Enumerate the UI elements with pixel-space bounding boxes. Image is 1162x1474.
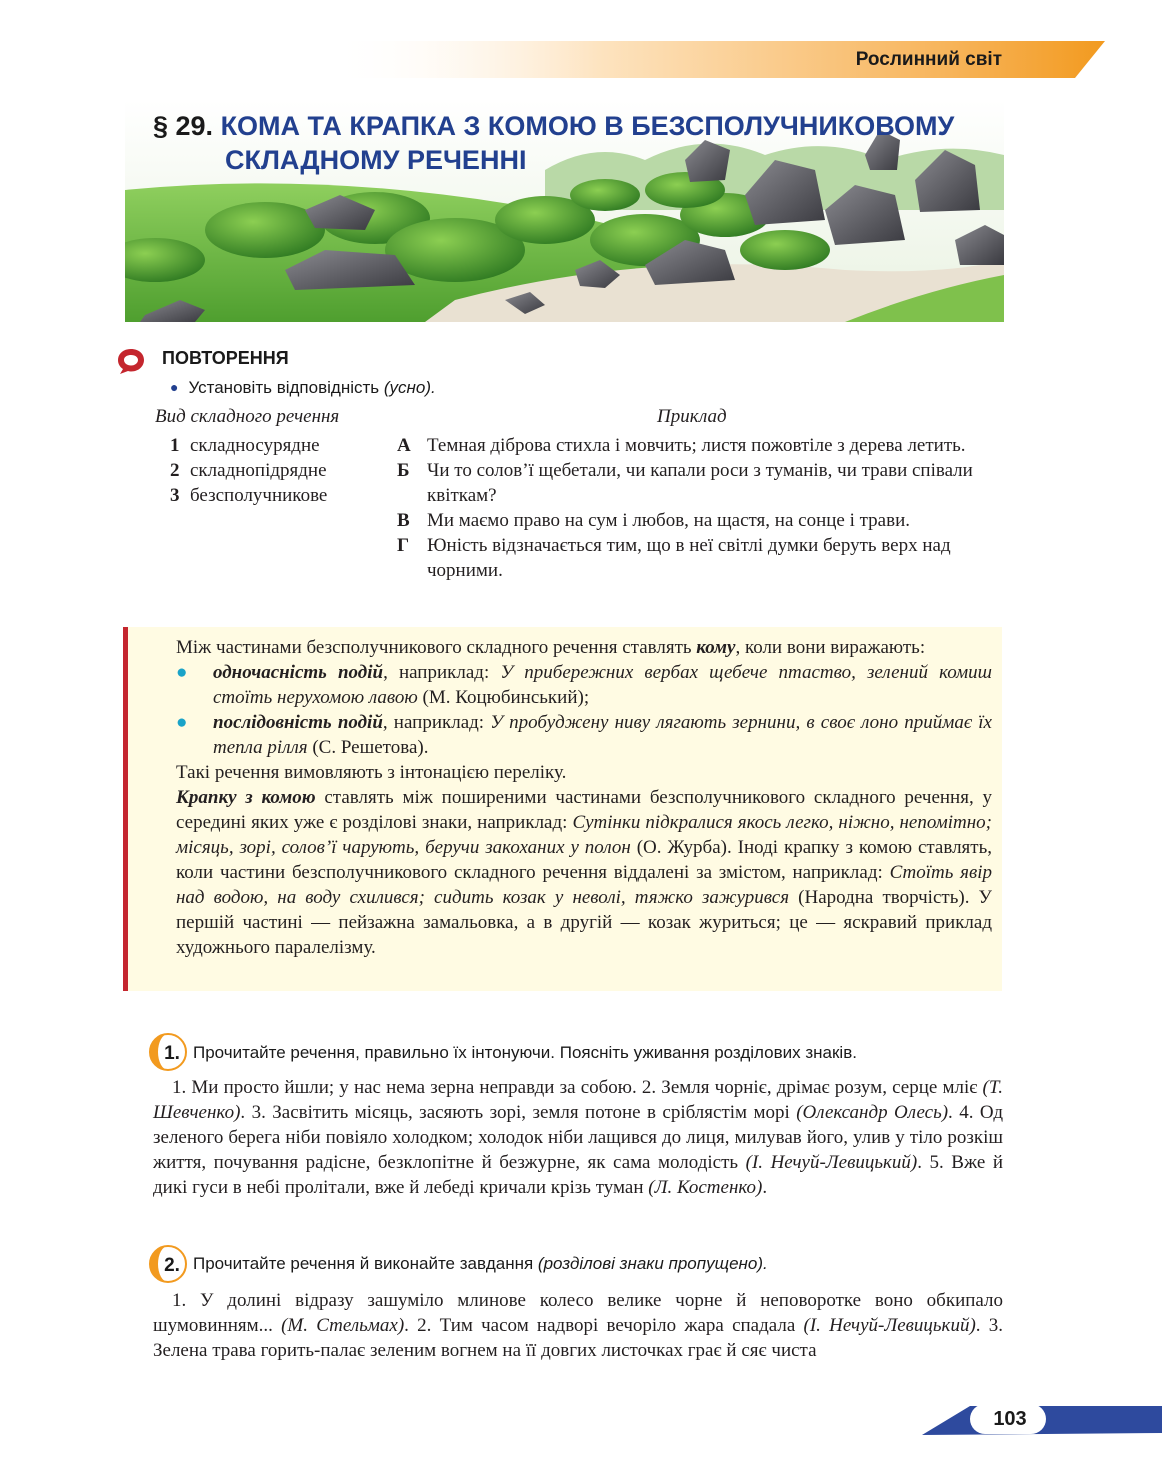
section-title	[153, 109, 1003, 177]
rule-paragraph: Крапку з комою ставлять між поширеними частинами безсполучникового складного речення, у середині яких уже є розділові знаки, наприклад: Сутінки підкралися якось легко, ніжно, непомітно; місяць, зорі, солов’ї чарують, беручи закоханих у полон (О. Журба). Іноді крапку з комою ставлять, коли частини безсполучникового складного речення віддалені за змістом, наприклад: Стоїть явір над водою, на воду схилився; сидить козак у неволі, тяжко зажурився (Народна творчість). У першій частині — пейзажна замальовка, а в другій — козак журиться; це — яскравий приклад художнього паралелізму.	[176, 787, 993, 958]
exercise-number: 2.	[164, 1255, 180, 1276]
review-cycle-icon	[114, 346, 148, 376]
sentence-types-list	[170, 433, 327, 508]
list-item: 3 безсполучникове	[170, 485, 328, 506]
rule-bullet: ● послідовність подій, наприклад: У пробуджену ниву лягають зернини, в своє лоно приймає їх тепла рілля (С. Решетова).	[176, 712, 992, 758]
chapter-banner	[330, 41, 1105, 78]
review-task: ● Установіть відповідність (усно).	[170, 378, 436, 397]
exercise-number: 1.	[164, 1043, 180, 1064]
exercise-task: Прочитайте речення й виконайте завдання (розділові знаки пропущено).	[193, 1254, 768, 1273]
rule-box	[123, 627, 1002, 991]
page-number-tab	[922, 1403, 1162, 1435]
review-heading: ПОВТОРЕННЯ	[162, 348, 289, 368]
column-header-example: Приклад	[657, 406, 727, 427]
exercise-text: 1. Ми просто йшли; у нас нема зерна неправди за собою. 2. Земля чорніє, дрімає розум, серце мліє (Т. Шевченко). 3. Засвітить місяць, засяють зорі, земля потоне в сріблястім морі (Олександр Олесь). 4. Од зеленого берега ніби повіяло холодком; холодок ніби лащився до лиця, милував його, улив у тіло розкіш життя, почування радісне, безклопітне й безжурне, як сама молодість (І. Нечуй-Левицький). 5. Вже й дикі гуси в небі пролітали, вже й лебеді кричали крізь туман (Л. Костенко).	[153, 1077, 1003, 1198]
list-item: Г Юність відзначається тим, що в неї світлі думки беруть верх над чорними.	[397, 535, 951, 581]
exercise-number-badge	[144, 1244, 188, 1284]
list-item: Б Чи то солов’ї щебетали, чи капали роси з туманів, чи трави співали квіткам?	[397, 460, 973, 506]
section-number: § 29.	[153, 111, 214, 141]
exercise-number-badge	[144, 1032, 188, 1072]
list-item: 2 складнопідрядне	[170, 460, 327, 481]
chapter-label: Рослинний світ	[855, 49, 1002, 70]
page-number: 103	[993, 1408, 1027, 1430]
column-header-type: Вид складного речення	[155, 406, 340, 427]
list-item: В Ми маємо право на сум і любов, на щастя, на сонце і трави.	[397, 510, 910, 531]
bullet-icon: ●	[176, 662, 188, 683]
section-title-line2: СКЛАДНОМУ РЕЧЕННІ	[225, 145, 527, 175]
list-item: А Темная діброва стихла і мовчить; листя пожовтіле з дерева летить.	[397, 435, 966, 456]
exercise-text: 1. У долині відразу зашуміло млинове колесо велике чорне й неповоротке воно обкипало шумовинням... (М. Стельмах). 2. Тим часом надворі вечоріло жара спадала (І. Нечуй-Левицький). 3. Зелена трава горить-палає зеленим вогнем на її довгих листочках грає й сяє чиста	[153, 1290, 1003, 1361]
rule-bullet: ● одночасність подій, наприклад: У прибережних вербах щебече птаство, зелений комиш стоїть нерухомою лавою (М. Коцюбинський);	[176, 662, 993, 708]
exercise-task: Прочитайте речення, правильно їх інтонуючи. Поясніть уживання розділових знаків.	[193, 1043, 857, 1062]
bullet-icon: ●	[176, 712, 188, 733]
list-item: 1 складносурядне	[170, 435, 320, 456]
bullet-icon: ●	[170, 379, 179, 395]
section-title-line1: КОМА ТА КРАПКА З КОМОЮ В БЕЗСПОЛУЧНИКОВОМУ	[220, 111, 955, 141]
rule-paragraph: Такі речення вимовляють з інтонацією переліку.	[176, 762, 567, 783]
examples-list	[397, 433, 1002, 583]
rule-paragraph: Між частинами безсполучникового складного речення ставлять кому, коли вони виражають:	[176, 637, 926, 658]
